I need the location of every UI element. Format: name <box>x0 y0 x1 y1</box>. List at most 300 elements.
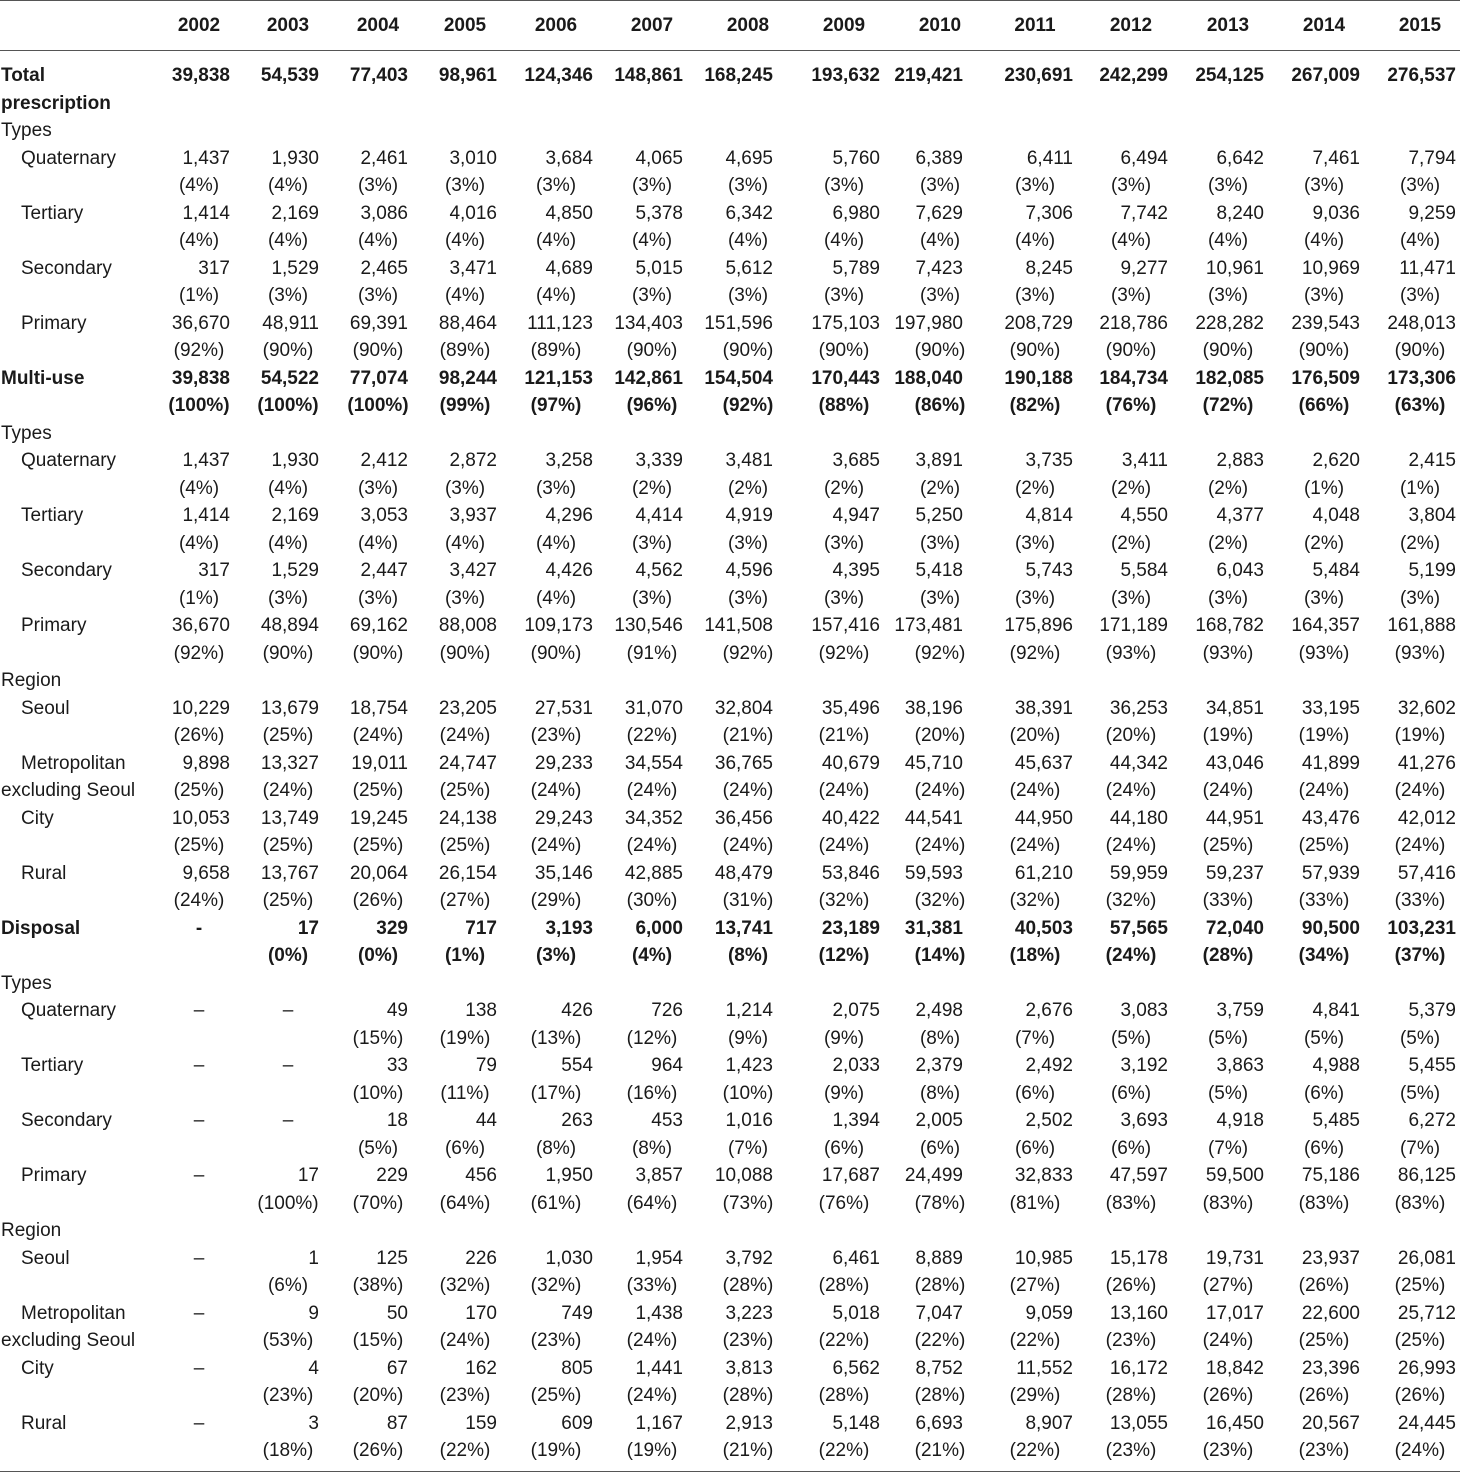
cell-percent: (25%) <box>1202 835 1254 856</box>
cell-value: 24,747 <box>438 752 497 774</box>
cell-percent: (86%) <box>914 395 966 416</box>
cell-value: 124,346 <box>524 65 593 86</box>
cell-value: 26,993 <box>1397 1357 1456 1379</box>
cell-value: 57,939 <box>1301 862 1360 884</box>
cell-value: 1,214 <box>725 1000 773 1021</box>
cell-value: 3,083 <box>1120 1000 1168 1021</box>
cell-percent: (21%) <box>722 725 774 746</box>
cell-percent: (7%) <box>727 1137 769 1159</box>
cell-value: 4,988 <box>1312 1055 1360 1076</box>
cell-value: 43,476 <box>1301 807 1360 829</box>
cell-value: 5,250 <box>915 505 963 526</box>
cell-percent: (7%) <box>1014 1027 1056 1049</box>
cell-percent: (3%) <box>727 175 769 196</box>
cell-percent: (2%) <box>823 477 865 499</box>
cell-value: 2,005 <box>915 1110 963 1131</box>
cell-value: 4,919 <box>725 505 773 526</box>
cell-percent: (2%) <box>1110 477 1152 499</box>
row-label: Quaternary <box>21 147 117 169</box>
cell-value: 5,485 <box>1312 1110 1360 1131</box>
cell-percent: (20%) <box>1009 725 1061 746</box>
cell-percent: (64%) <box>439 1192 491 1214</box>
cell-percent: (12%) <box>818 945 870 966</box>
cell-percent: (2%) <box>727 477 769 499</box>
cell-value: 109,173 <box>524 615 593 636</box>
cell-value: 13,327 <box>260 752 319 774</box>
cell-percent: (25%) <box>439 835 491 856</box>
row-label: Rural <box>21 862 67 884</box>
cell-percent: (24%) <box>439 725 491 746</box>
cell-value: 72,040 <box>1205 917 1264 939</box>
cell-value: 10,969 <box>1301 257 1360 279</box>
cell-percent: (3%) <box>444 175 486 196</box>
cell-percent: (4%) <box>178 230 220 251</box>
cell-value: 32,804 <box>714 697 773 719</box>
cell-value: 45,637 <box>1014 752 1073 774</box>
cell-percent: (32%) <box>914 890 966 911</box>
cell-value: 23,937 <box>1301 1247 1360 1269</box>
year-header-2011: 2011 <box>1014 15 1056 36</box>
cell-value: 50 <box>386 1302 408 1324</box>
cell-percent: (24%) <box>439 1330 491 1351</box>
cell-value: 1,437 <box>182 450 230 471</box>
cell-percent: (88%) <box>818 395 870 416</box>
cell-percent: (6%) <box>823 1137 865 1159</box>
cell-value: 2,465 <box>360 257 408 279</box>
cell-percent: (92%) <box>722 642 774 664</box>
row-label: Tertiary <box>21 202 84 224</box>
cell-percent: (24%) <box>1009 780 1061 801</box>
cell-percent: (12%) <box>626 1027 678 1049</box>
cell-value: 7,461 <box>1312 147 1360 169</box>
cell-value: 16,450 <box>1205 1412 1264 1434</box>
cell-value: 33 <box>386 1055 408 1076</box>
cell-value: 3,684 <box>545 147 593 169</box>
cell-percent: (4%) <box>631 230 673 251</box>
cell-percent: (8%) <box>535 1137 577 1159</box>
row-label: Secondary <box>21 560 112 581</box>
cell-value: 3,086 <box>360 202 408 224</box>
cell-value: 35,496 <box>821 697 880 719</box>
cell-value: 61,210 <box>1014 862 1073 884</box>
cell-value: 17 <box>297 1165 319 1186</box>
cell-percent: (3%) <box>444 477 486 499</box>
cell-value: 10,985 <box>1014 1247 1073 1269</box>
cell-value: 329 <box>376 917 408 939</box>
cell-value: 5,378 <box>635 202 683 224</box>
cell-value: 13,055 <box>1109 1412 1168 1434</box>
cell-value: 9,658 <box>182 862 230 884</box>
cell-percent: (34%) <box>1298 945 1350 966</box>
cell-value: 13,767 <box>260 862 319 884</box>
cell-value: 6,980 <box>832 202 880 224</box>
cell-value: 13,741 <box>714 917 773 939</box>
cell-percent: (2%) <box>1399 532 1441 554</box>
cell-value: 4,850 <box>545 202 593 224</box>
row-label: excluding Seoul <box>1 780 136 801</box>
cell-percent: (3%) <box>357 587 399 609</box>
cell-value: 32,833 <box>1014 1165 1073 1186</box>
cell-percent: (90%) <box>530 642 582 664</box>
cell-value: 5,760 <box>832 147 880 169</box>
cell-percent: (93%) <box>1202 642 1254 664</box>
cell-value: 44,950 <box>1014 807 1073 829</box>
cell-value: 3 <box>308 1412 319 1434</box>
cell-percent: (1%) <box>178 285 220 306</box>
cell-value: 2,676 <box>1025 1000 1073 1021</box>
cell-percent: (63%) <box>1394 395 1446 416</box>
cell-percent: (9%) <box>823 1082 865 1104</box>
cell-value: 4,426 <box>545 560 593 581</box>
cell-percent: (3%) <box>535 477 577 499</box>
cell-percent: (26%) <box>1202 1385 1254 1406</box>
cell-percent: (30%) <box>626 890 678 911</box>
cell-value: 1 <box>308 1247 319 1269</box>
cell-value: 229 <box>376 1165 408 1186</box>
cell-percent: (22%) <box>914 1330 966 1351</box>
cell-percent: (5%) <box>357 1137 399 1159</box>
cell-value: 2,379 <box>915 1055 963 1076</box>
cell-value: 3,693 <box>1120 1110 1168 1131</box>
cell-value: 29,243 <box>534 807 593 829</box>
cell-percent: (92%) <box>818 642 870 664</box>
cell-value: 6,562 <box>832 1357 880 1379</box>
cell-percent: (3%) <box>1303 175 1345 196</box>
cell-value: 175,103 <box>811 312 880 334</box>
cell-percent: (99%) <box>439 395 491 416</box>
cell-percent: (28%) <box>914 1385 966 1406</box>
cell-percent: (1%) <box>1303 477 1345 499</box>
cell-value: 188,040 <box>894 367 963 389</box>
row-label: Tertiary <box>21 505 84 526</box>
cell-value: – <box>193 1302 205 1324</box>
cell-value: 125 <box>376 1247 408 1269</box>
cell-percent: (93%) <box>1394 642 1446 664</box>
cell-value: 6,461 <box>832 1247 880 1269</box>
cell-percent: (2%) <box>1207 532 1249 554</box>
cell-percent: (3%) <box>631 175 673 196</box>
cell-value: 77,403 <box>349 65 408 86</box>
cell-percent: (3%) <box>1014 285 1056 306</box>
cell-value: 10,053 <box>171 807 230 829</box>
cell-value: 3,010 <box>449 147 497 169</box>
cell-percent: (4%) <box>1207 230 1249 251</box>
cell-percent: (28%) <box>818 1385 870 1406</box>
cell-value: 1,529 <box>271 560 319 581</box>
row-label: Quaternary <box>21 450 117 471</box>
year-header-2008: 2008 <box>726 15 770 36</box>
cell-value: 7,306 <box>1025 202 1073 224</box>
cell-percent: (37%) <box>1394 945 1446 966</box>
cell-percent: (24%) <box>1105 945 1157 966</box>
year-header-2012: 2012 <box>1109 15 1153 36</box>
cell-value: 2,620 <box>1312 450 1360 471</box>
cell-percent: (4%) <box>444 230 486 251</box>
cell-percent: (3%) <box>919 587 961 609</box>
cell-value: 3,427 <box>449 560 497 581</box>
cell-value: 1,016 <box>725 1110 773 1131</box>
cell-value: 90,500 <box>1301 917 1360 939</box>
cell-percent: (24%) <box>1105 780 1157 801</box>
cell-percent: (18%) <box>1009 945 1061 966</box>
cell-percent: (25%) <box>1298 1330 1350 1351</box>
cell-percent: (5%) <box>1207 1027 1249 1049</box>
cell-value: 6,693 <box>915 1412 963 1434</box>
cell-value: 9,277 <box>1120 257 1168 279</box>
cell-value: 176,509 <box>1291 367 1360 389</box>
cell-value: 31,070 <box>624 697 683 719</box>
row-label: Region <box>1 670 62 691</box>
cell-percent: (3%) <box>1014 175 1056 196</box>
cell-value: 3,223 <box>725 1302 773 1324</box>
cell-value: 609 <box>561 1412 593 1434</box>
cell-percent: (24%) <box>626 1385 678 1406</box>
cell-value: 38,196 <box>904 697 963 719</box>
cell-percent: (25%) <box>262 835 314 856</box>
cell-percent: (3%) <box>1207 285 1249 306</box>
cell-value: 3,481 <box>725 450 773 471</box>
cell-value: 453 <box>651 1110 683 1131</box>
cell-value: 6,043 <box>1216 560 1264 581</box>
cell-percent: (3%) <box>919 175 961 196</box>
cell-value: 32,602 <box>1397 697 1456 719</box>
cell-value: 162 <box>465 1357 497 1379</box>
cell-value: 267,009 <box>1291 65 1360 86</box>
cell-percent: (10%) <box>722 1082 774 1104</box>
cell-value: 2,075 <box>832 1000 880 1021</box>
cell-percent: (24%) <box>914 835 966 856</box>
cell-percent: (23%) <box>439 1385 491 1406</box>
cell-percent: (24%) <box>173 890 225 911</box>
cell-value: 75,186 <box>1301 1165 1360 1186</box>
cell-percent: (24%) <box>1202 1330 1254 1351</box>
cell-value: 3,339 <box>635 450 683 471</box>
cell-percent: (3%) <box>357 477 399 499</box>
cell-percent: (19%) <box>626 1440 678 1461</box>
cell-value: 36,456 <box>714 807 773 829</box>
cell-value: 18 <box>386 1110 408 1131</box>
cell-percent: (3%) <box>1399 285 1441 306</box>
cell-percent: (26%) <box>1394 1385 1446 1406</box>
cell-value: 964 <box>651 1055 683 1076</box>
cell-value: 2,883 <box>1216 450 1264 471</box>
cell-value: 208,729 <box>1004 312 1073 334</box>
cell-value: 228,282 <box>1195 312 1264 334</box>
cell-percent: (89%) <box>439 340 491 361</box>
cell-value: 2,872 <box>449 450 497 471</box>
cell-percent: (19%) <box>530 1440 582 1461</box>
cell-value: 23,189 <box>821 917 880 939</box>
cell-percent: (32%) <box>1105 890 1157 911</box>
cell-value: 1,167 <box>635 1412 683 1434</box>
cell-value: 2,412 <box>360 450 408 471</box>
cell-percent: (96%) <box>626 395 678 416</box>
cell-value: 11,552 <box>1016 1357 1073 1379</box>
cell-percent: (3%) <box>1110 175 1152 196</box>
cell-percent: (22%) <box>1009 1330 1061 1351</box>
cell-value: 4,814 <box>1025 505 1073 526</box>
cell-percent: (4%) <box>535 285 577 306</box>
row-label: Types <box>1 422 52 444</box>
cell-value: 48,911 <box>262 312 319 334</box>
cell-percent: (24%) <box>1202 780 1254 801</box>
cell-percent: (92%) <box>914 642 966 664</box>
cell-value: 42,012 <box>1397 807 1456 829</box>
cell-value: 19,011 <box>351 752 408 774</box>
cell-value: 19,731 <box>1205 1247 1264 1269</box>
cell-percent: (24%) <box>530 780 582 801</box>
cell-percent: (4%) <box>631 945 673 966</box>
cell-percent: (90%) <box>262 642 314 664</box>
row-label: Tertiary <box>21 1055 84 1076</box>
cell-percent: (1%) <box>1399 477 1441 499</box>
cell-value: 59,237 <box>1205 862 1264 884</box>
cell-percent: (3%) <box>1303 587 1345 609</box>
cell-percent: (29%) <box>530 890 582 911</box>
cell-percent: (6%) <box>1110 1082 1152 1104</box>
cell-value: 4,918 <box>1216 1110 1264 1131</box>
row-label: Seoul <box>21 1247 70 1269</box>
cell-value: 54,539 <box>260 65 319 86</box>
cell-value: 1,950 <box>545 1165 593 1186</box>
cell-percent: (32%) <box>530 1275 582 1296</box>
cell-percent: (90%) <box>914 340 966 361</box>
cell-value: 717 <box>465 917 497 939</box>
cell-value: 2,447 <box>360 560 408 581</box>
cell-value: 59,593 <box>904 862 963 884</box>
cell-percent: (90%) <box>352 340 404 361</box>
cell-value: 57,565 <box>1109 917 1168 939</box>
cell-percent: (27%) <box>439 890 491 911</box>
table-top-rule <box>0 0 1460 1</box>
cell-value: 5,743 <box>1025 560 1073 581</box>
cell-percent: (83%) <box>1202 1192 1254 1214</box>
cell-value: 5,379 <box>1408 1000 1456 1021</box>
cell-percent: (4%) <box>357 532 399 554</box>
year-header-2005: 2005 <box>443 15 487 36</box>
row-label: Region <box>1 1220 62 1241</box>
cell-percent: (4%) <box>823 230 865 251</box>
cell-percent: (19%) <box>1394 725 1446 746</box>
cell-value: 13,749 <box>260 807 319 829</box>
cell-percent: (92%) <box>1009 642 1061 664</box>
cell-value: 3,192 <box>1120 1055 1168 1076</box>
cell-value: 148,861 <box>614 65 683 86</box>
cell-percent: (76%) <box>1105 395 1157 416</box>
cell-value: 4,016 <box>449 202 497 224</box>
cell-value: 157,416 <box>811 615 880 636</box>
cell-percent: (3%) <box>823 285 865 306</box>
cell-percent: (3%) <box>1207 175 1249 196</box>
cell-percent: (70%) <box>352 1192 404 1214</box>
cell-percent: (32%) <box>818 890 870 911</box>
cell-value: 1,437 <box>182 147 230 169</box>
cell-value: 4,414 <box>635 505 683 526</box>
cell-value: 22,600 <box>1301 1302 1360 1324</box>
cell-value: 5,789 <box>832 257 880 279</box>
cell-percent: (21%) <box>722 1440 774 1461</box>
cell-percent: (4%) <box>1014 230 1056 251</box>
cell-percent: (90%) <box>1009 340 1061 361</box>
cell-value: 26,154 <box>438 862 497 884</box>
cell-value: 49 <box>386 1000 408 1021</box>
cell-value: 2,415 <box>1408 450 1456 471</box>
year-header-2015: 2015 <box>1398 15 1442 36</box>
cell-value: 10,229 <box>171 697 230 719</box>
cell-value: 173,306 <box>1387 367 1456 389</box>
cell-percent: (3%) <box>1303 285 1345 306</box>
year-header-2003: 2003 <box>266 15 310 36</box>
cell-percent: (83%) <box>1298 1192 1350 1214</box>
cell-percent: (53%) <box>262 1330 314 1351</box>
cell-percent: (4%) <box>267 477 309 499</box>
cell-value: 4,841 <box>1312 1000 1360 1021</box>
cell-percent: (100%) <box>168 395 230 416</box>
cell-value: 41,899 <box>1301 752 1360 774</box>
cell-value: 5,484 <box>1312 560 1360 581</box>
cell-value: 164,357 <box>1291 615 1360 636</box>
cell-percent: (19%) <box>439 1027 491 1049</box>
cell-percent: (90%) <box>352 642 404 664</box>
cell-percent: (92%) <box>173 642 225 664</box>
cell-value: 3,937 <box>449 505 497 526</box>
cell-percent: (6%) <box>1303 1137 1345 1159</box>
cell-percent: (24%) <box>262 780 314 801</box>
cell-percent: (90%) <box>1298 340 1350 361</box>
cell-value: 44,541 <box>904 807 963 829</box>
cell-percent: (4%) <box>267 175 309 196</box>
year-header-2013: 2013 <box>1206 15 1250 36</box>
cell-value: 2,169 <box>271 505 319 526</box>
cell-value: 426 <box>561 1000 593 1021</box>
cell-value: 10,088 <box>714 1165 773 1186</box>
cell-percent: (23%) <box>1298 1440 1350 1461</box>
cell-percent: (3%) <box>267 587 309 609</box>
cell-percent: (3%) <box>357 175 399 196</box>
cell-percent: (23%) <box>1202 1440 1254 1461</box>
cell-value: 48,894 <box>260 615 319 636</box>
cell-percent: (22%) <box>818 1330 870 1351</box>
cell-value: 43,046 <box>1205 752 1264 774</box>
cell-percent: (3%) <box>919 285 961 306</box>
cell-percent: (28%) <box>1105 1385 1157 1406</box>
cell-value: – <box>193 1165 205 1186</box>
cell-value: 184,734 <box>1099 367 1168 389</box>
cell-value: 88,008 <box>438 615 497 636</box>
cell-percent: (7%) <box>1399 1137 1441 1159</box>
cell-value: 15,178 <box>1109 1247 1168 1269</box>
cell-value: 230,691 <box>1004 65 1073 86</box>
cell-percent: (5%) <box>1399 1027 1441 1049</box>
cell-value: 9,259 <box>1408 202 1456 224</box>
cell-percent: (4%) <box>267 532 309 554</box>
cell-percent: (26%) <box>1298 1275 1350 1296</box>
cell-value: 554 <box>561 1055 593 1076</box>
cell-value: 218,786 <box>1099 312 1168 334</box>
cell-percent: (76%) <box>818 1192 870 1214</box>
cell-percent: (11%) <box>440 1082 490 1104</box>
cell-value: 17,017 <box>1205 1302 1264 1324</box>
cell-value: 87 <box>386 1412 408 1434</box>
cell-percent: (3%) <box>267 285 309 306</box>
cell-percent: (4%) <box>535 230 577 251</box>
cell-value: 2,913 <box>725 1412 773 1434</box>
cell-value: 4,377 <box>1216 505 1264 526</box>
row-label: Types <box>1 972 52 994</box>
cell-percent: (4%) <box>267 230 309 251</box>
cell-value: 1,438 <box>635 1302 683 1324</box>
cell-value: 4,048 <box>1312 505 1360 526</box>
